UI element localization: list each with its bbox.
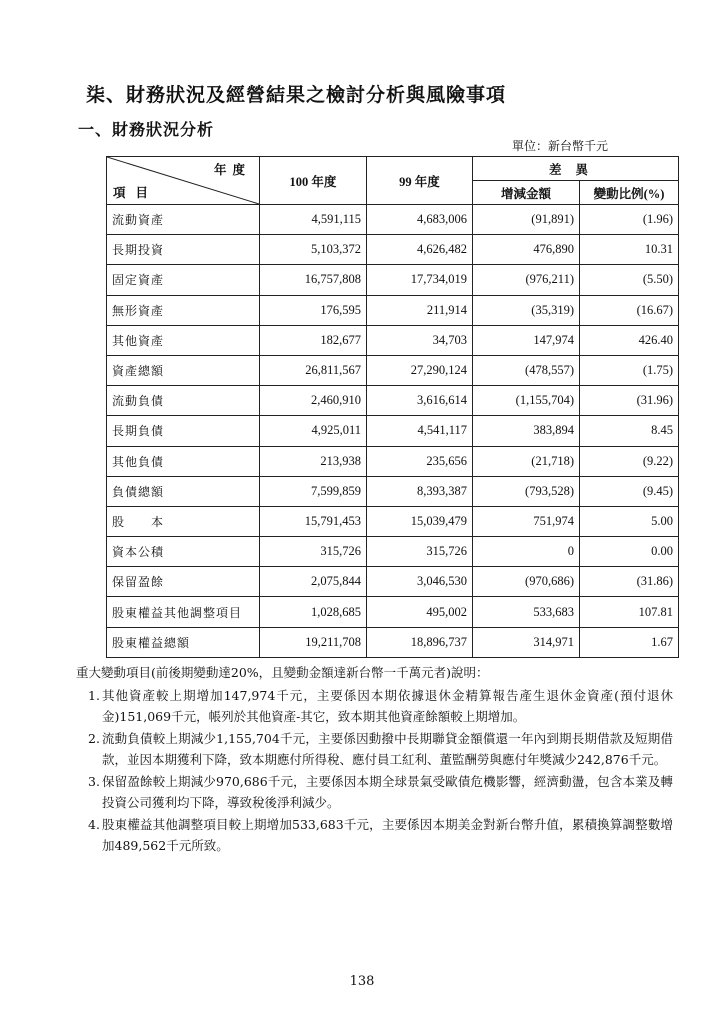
table-row [107,416,679,446]
corner-item-label: 項目 [113,186,159,200]
header-year-99: 99 年度 [367,157,473,205]
row-value-99: 495,002 [367,597,473,627]
table-row [107,386,679,416]
section-title: 一、財務狀況分析 [78,120,215,139]
row-item-label: 保留盈餘 [107,567,260,597]
unit-label: 單位：新台幣千元 [512,139,609,153]
row-item-label: 資本公積 [107,537,260,567]
row-value-99: 235,656 [367,446,473,476]
row-item-label: 股東權益其他調整項目 [107,597,260,627]
row-item-label: 固定資產 [107,265,260,295]
table-row [107,627,679,657]
header-change-amount: 增減金額 [473,181,580,205]
row-item-label: 其他負債 [107,446,260,476]
row-value-100: 182,677 [260,325,367,355]
row-change-ratio: 8.45 [580,416,679,446]
corner-header [107,157,260,205]
table-row [107,446,679,476]
corner-year-label: 年度 [213,163,251,177]
row-change-ratio: (9.45) [580,476,679,506]
page-number: 138 [349,974,375,989]
note-item [88,772,673,813]
row-value-99: 8,393,387 [367,476,473,506]
note-number: 4. [88,817,100,832]
table-row [107,506,679,536]
row-change-ratio: 426.40 [580,325,679,355]
header-year-100: 100 年度 [260,157,367,205]
row-change-amount: 533,683 [473,597,580,627]
table-row [107,295,679,325]
row-change-amount: (1,155,704) [473,386,580,416]
row-value-100: 2,075,844 [260,567,367,597]
note-number: 2. [88,731,100,746]
row-change-amount: (91,891) [473,205,580,235]
row-change-ratio: 0.00 [580,537,679,567]
row-change-amount: (970,686) [473,567,580,597]
row-change-ratio: (9.22) [580,446,679,476]
row-value-99: 315,726 [367,537,473,567]
table-row [107,476,679,506]
row-change-amount: 147,974 [473,325,580,355]
row-change-amount: 751,974 [473,506,580,536]
row-value-99: 4,683,006 [367,205,473,235]
row-value-100: 213,938 [260,446,367,476]
table-row [107,235,679,265]
row-value-99: 17,734,019 [367,265,473,295]
row-change-amount: 314,971 [473,627,580,657]
row-item-label: 股 本 [107,506,260,536]
row-value-100: 4,925,011 [260,416,367,446]
header-change-ratio: 變動比例(%) [580,181,679,205]
note-number: 3. [88,774,100,789]
table-row [107,567,679,597]
header-difference: 差異 [473,157,679,181]
note-text: 股東權益其他調整項目較上期增加533,683千元，主要係因本期美金對新台幣升值，累積換算調整數增加489,562千元所致。 [102,817,673,853]
note-item [88,686,673,727]
row-value-99: 15,039,479 [367,506,473,536]
row-value-99: 4,626,482 [367,235,473,265]
row-change-ratio: 10.31 [580,235,679,265]
row-value-100: 176,595 [260,295,367,325]
row-change-amount: 476,890 [473,235,580,265]
row-value-99: 4,541,117 [367,416,473,446]
table-row [107,597,679,627]
row-change-ratio: (1.75) [580,355,679,385]
row-change-amount: (976,211) [473,265,580,295]
table-row [107,205,679,235]
financial-table [106,156,679,658]
row-change-ratio: 5.00 [580,506,679,536]
row-value-100: 1,028,685 [260,597,367,627]
note-text: 其他資產較上期增加147,974千元，主要係因本期依據退休金精算報告產生退休金資產(預付退休金)151,069千元，帳列於其他資產-其它，致本期其他資產餘額較上期增加。 [102,688,673,724]
row-value-99: 211,914 [367,295,473,325]
row-item-label: 負債總額 [107,476,260,506]
row-value-100: 15,791,453 [260,506,367,536]
row-change-amount: 383,894 [473,416,580,446]
note-text: 流動負債較上期減少1,155,704千元，主要係因動撥中長期聯貸金額償還一年內到期長期借款及短期借款，並因本期獲利下降，致本期應付所得稅、應付員工紅利、董監酬勞與應付年獎減少242,876千元。 [102,731,673,767]
row-change-amount: (21,718) [473,446,580,476]
row-value-100: 7,599,859 [260,476,367,506]
note-number: 1. [88,688,100,703]
row-change-ratio: (1.96) [580,205,679,235]
row-value-100: 26,811,567 [260,355,367,385]
row-value-100: 19,211,708 [260,627,367,657]
note-item [88,815,673,856]
row-change-amount: (35,319) [473,295,580,325]
row-change-amount: 0 [473,537,580,567]
row-value-99: 3,046,530 [367,567,473,597]
row-change-ratio: (5.50) [580,265,679,295]
row-change-ratio: 107.81 [580,597,679,627]
table-row [107,537,679,567]
row-value-100: 2,460,910 [260,386,367,416]
row-value-99: 18,896,737 [367,627,473,657]
row-change-ratio: 1.67 [580,627,679,657]
table-row [107,355,679,385]
row-value-99: 3,616,614 [367,386,473,416]
note-text: 保留盈餘較上期減少970,686千元，主要係因本期全球景氣受歐債危機影響，經濟動盪，包含本業及轉投資公司獲利均下降，導致稅後淨利減少。 [102,774,673,810]
row-item-label: 流動負債 [107,386,260,416]
row-item-label: 流動資產 [107,205,260,235]
row-item-label: 資產總額 [107,355,260,385]
row-item-label: 長期負債 [107,416,260,446]
row-change-ratio: (31.96) [580,386,679,416]
row-value-100: 315,726 [260,537,367,567]
row-value-100: 4,591,115 [260,205,367,235]
notes-list [88,686,673,858]
note-item [88,729,673,770]
row-item-label: 其他資產 [107,325,260,355]
row-change-amount: (793,528) [473,476,580,506]
row-change-ratio: (31.86) [580,567,679,597]
table-row [107,325,679,355]
row-value-100: 5,103,372 [260,235,367,265]
row-value-99: 34,703 [367,325,473,355]
row-item-label: 長期投資 [107,235,260,265]
page-title: 柒、財務狀況及經營結果之檢討分析與風險事項 [86,84,507,106]
row-item-label: 無形資產 [107,295,260,325]
row-value-100: 16,757,808 [260,265,367,295]
row-item-label: 股東權益總額 [107,627,260,657]
table-row [107,265,679,295]
row-change-ratio: (16.67) [580,295,679,325]
notes-intro: 重大變動項目(前後期變動達20%，且變動金額達新台幣一千萬元者)說明： [76,665,489,680]
row-change-amount: (478,557) [473,355,580,385]
row-value-99: 27,290,124 [367,355,473,385]
